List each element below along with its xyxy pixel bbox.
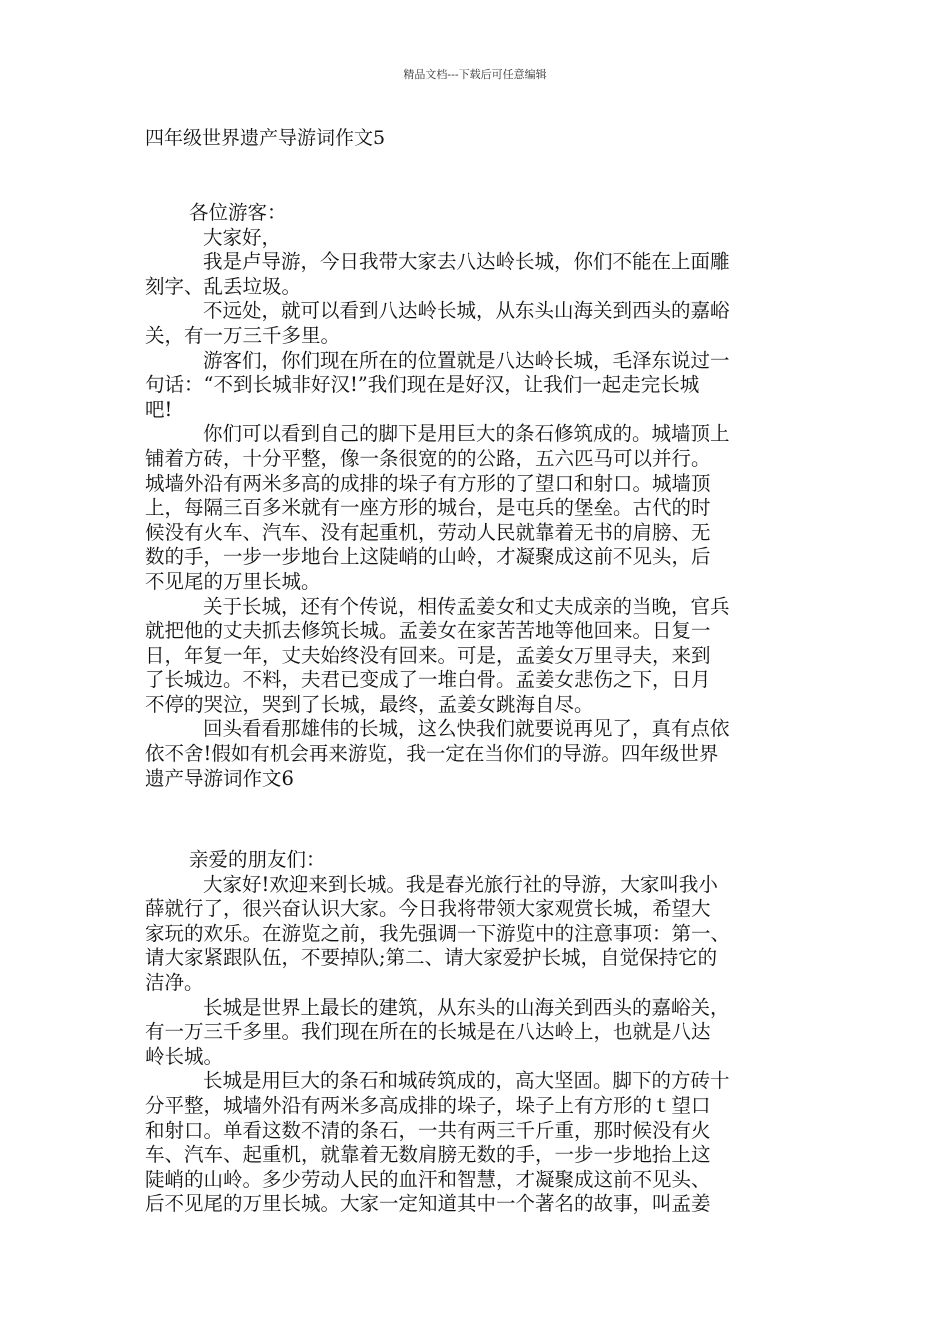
paragraph-line: 有一万三千多里。我们现在所在的长城是在八达岭上，也就是八达 xyxy=(145,1020,711,1044)
section-2-greeting: 亲爱的朋友们： xyxy=(189,848,326,871)
paragraph-line: 后不见尾的万里长城。大家一定知道其中一个著名的故事，叫孟姜 xyxy=(145,1192,711,1216)
paragraph-line: 家玩的欢乐。在游览之前，我先强调一下游览中的注意事项：第一、 xyxy=(145,921,731,945)
paragraph-line: 铺着方砖，十分平整，像一条很宽的的公路，五六匹马可以并行。 xyxy=(145,446,711,470)
paragraph-line: 洁净。 xyxy=(145,970,204,994)
paragraph-line: 上，每隔三百多米就有一座方形的城台，是屯兵的堡垒。古代的时 xyxy=(145,496,711,520)
paragraph-line: 长城是世界上最长的建筑，从东头的山海关到西头的嘉峪关， xyxy=(203,995,730,1019)
paragraph-line: 你们可以看到自己的脚下是用巨大的条石修筑成的。城墙顶上 xyxy=(203,422,730,446)
paragraph-line: 刻字、乱丢垃圾。 xyxy=(145,274,302,298)
paragraph-line: 不停的哭泣，哭到了长城，最终，孟姜女跳海自尽。 xyxy=(145,692,594,716)
paragraph-line: 不远处，就可以看到八达岭长城，从东头山海关到西头的嘉峪 xyxy=(203,299,730,323)
paragraph-line: 岭长城。 xyxy=(145,1044,224,1068)
paragraph-line: 请大家紧跟队伍，不要掉队;第二、请大家爱护长城，自觉保持它的 xyxy=(145,946,718,970)
paragraph-line: 句话：“不到长城非好汉!”我们现在是好汉，让我们一起走完长城 xyxy=(145,373,700,397)
section-1 xyxy=(145,201,825,791)
paragraph-line: 数的手，一步一步地台上这陡峭的山岭，才凝聚成这前不见头，后 xyxy=(145,545,711,569)
paragraph-line: 长城是用巨大的条石和城砖筑成的，高大坚固。脚下的方砖十 xyxy=(203,1069,730,1093)
paragraph-line: 候没有火车、汽车、没有起重机，劳动人民就靠着无书的肩膀、无 xyxy=(145,520,711,544)
section-1-greeting: 各位游客： xyxy=(189,201,287,224)
section-2 xyxy=(145,848,825,1217)
paragraph-line: 城墙外沿有两米多高的成排的垛子有方形的了望口和射口。城墙顶 xyxy=(145,471,711,495)
paragraph-line: 日，年复一年，丈夫始终没有回来。可是，孟姜女万里寻夫，来到 xyxy=(145,643,711,667)
paragraph-line: 车、汽车、起重机，就靠着无数肩膀无数的手，一步一步地抬上这 xyxy=(145,1143,711,1167)
paragraph-line: 薛就行了，很兴奋认识大家。今日我将带领大家观赏长城，希望大 xyxy=(145,897,711,921)
paragraph-line: 依不舍!假如有机会再来游览，我一定在当你们的导游。四年级世界 xyxy=(145,742,719,766)
paragraph-line: 关于长城，还有个传说，相传孟姜女和丈夫成亲的当晚，官兵 xyxy=(203,594,730,618)
paragraph-line: 分平整，城墙外沿有两米多高成排的垛子，垛子上有方形的ｔ望口 xyxy=(145,1093,711,1117)
paragraph-line: 回头看看那雄伟的长城，这么快我们就要说再见了，真有点依 xyxy=(203,717,730,741)
paragraph-line: 遗产导游词作文6 xyxy=(145,766,294,790)
paragraph-line: 游客们，你们现在所在的位置就是八达岭长城，毛泽东说过一 xyxy=(203,348,730,372)
paragraph-line: 了长城边。不料，夫君已变成了一堆白骨。孟姜女悲伤之下，日月 xyxy=(145,668,711,692)
paragraph-line: 大家好!欢迎来到长城。我是春光旅行社的导游，大家叫我小 xyxy=(203,872,718,896)
document-title: 四年级世界遗产导游词作文5 xyxy=(145,127,386,149)
paragraph-line: 大家好， xyxy=(203,225,282,249)
paragraph-line: 陡峭的山岭。多少劳动人民的血汗和智慧，才凝聚成这前不见头、 xyxy=(145,1167,711,1191)
paragraph-line: 就把他的丈夫抓去修筑长城。孟姜女在家苦苦地等他回来。日复一 xyxy=(145,619,711,643)
paragraph-line: 关，有一万三千多里。 xyxy=(145,323,341,347)
paragraph-line: 和射口。单看这数不清的条石，一共有两三千斤重，那时候没有火 xyxy=(145,1118,711,1142)
page-header: 精品文档---下载后可任意编辑 xyxy=(403,68,547,81)
paragraph-line: 吧! xyxy=(145,397,173,421)
paragraph-line: 不见尾的万里长城。 xyxy=(145,569,321,593)
paragraph-line: 我是卢导游，今日我带大家去八达岭长城，你们不能在上面雕 xyxy=(203,250,730,274)
